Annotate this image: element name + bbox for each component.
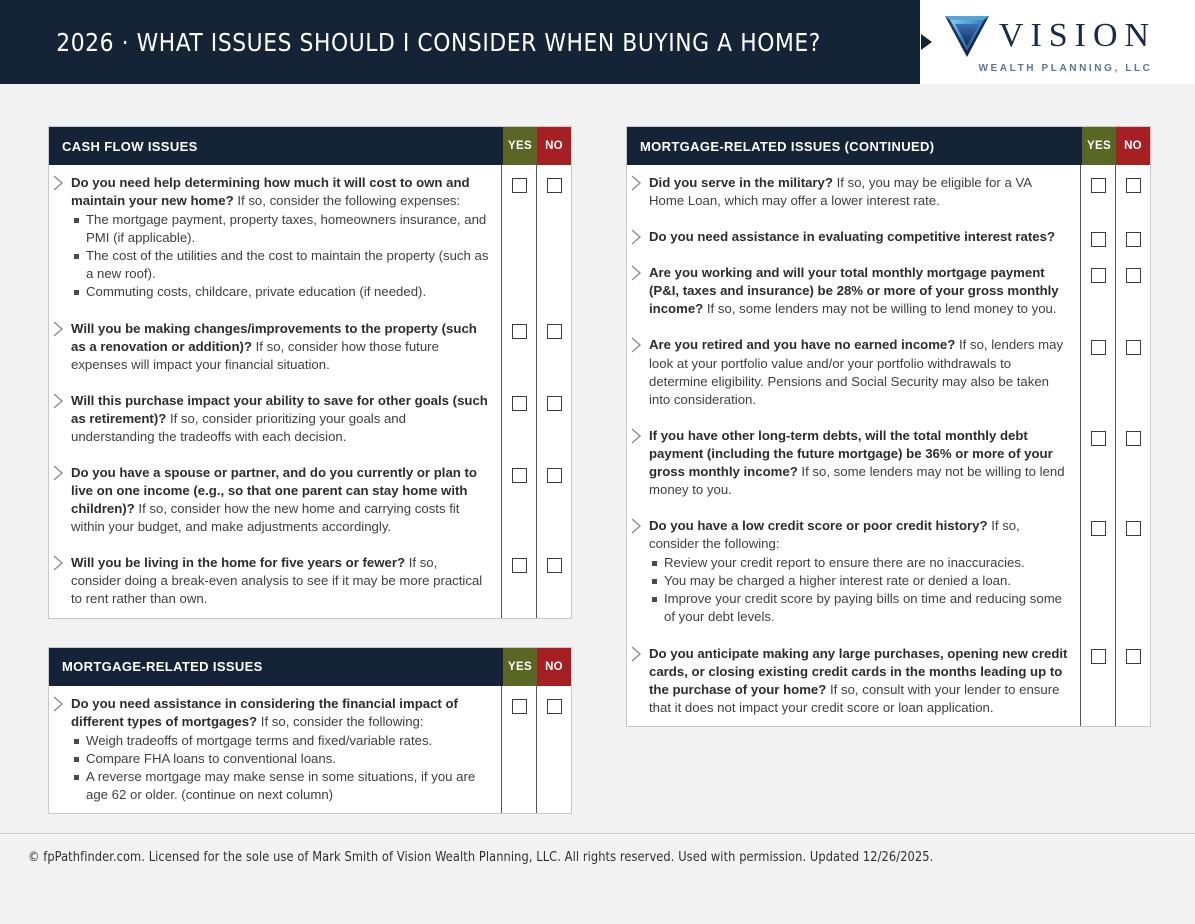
no-checkbox-cell[interactable]	[537, 686, 571, 813]
list-item: Weigh tradeoffs of mortgage terms and fixed/variable rates.	[86, 732, 489, 750]
list-item: Improve your credit score by paying bills on time and reducing some of your debt levels.	[664, 590, 1068, 626]
no-checkbox-cell[interactable]	[537, 165, 571, 311]
question-lead: Do you have a low credit score or poor credit history?	[649, 518, 988, 534]
yes-checkbox-cell[interactable]	[1081, 327, 1115, 417]
yes-checkbox[interactable]	[512, 324, 527, 339]
block-header	[49, 648, 571, 686]
no-checkbox[interactable]	[547, 178, 562, 193]
no-checkbox-column	[537, 686, 571, 813]
table-row	[49, 165, 501, 311]
list-item: The mortgage payment, property taxes, homeowners insurance, and PMI (if applicable).	[86, 211, 489, 247]
question-text	[49, 545, 501, 617]
no-checkbox[interactable]	[1126, 649, 1141, 664]
yes-checkbox[interactable]	[512, 178, 527, 193]
table-row	[627, 255, 1080, 327]
question-body: If so, consider the following:	[649, 518, 1020, 552]
no-checkbox[interactable]	[547, 558, 562, 573]
no-checkbox[interactable]	[1126, 178, 1141, 193]
question-body: If so, some lenders may not be willing to lend money to you.	[703, 301, 1057, 317]
no-checkbox[interactable]	[547, 396, 562, 411]
column-header-no: NO	[537, 648, 571, 686]
yes-checkbox-cell[interactable]	[1081, 255, 1115, 327]
block-header	[49, 127, 571, 165]
question-text	[49, 165, 501, 311]
no-checkbox-cell[interactable]	[1116, 255, 1150, 327]
list-item: Commuting costs, childcare, private education (if needed).	[86, 283, 489, 301]
question-body: If so, consider how those future expenses will impact your financial situation.	[71, 338, 439, 372]
chevron-right-icon	[53, 465, 65, 481]
yes-checkbox-cell[interactable]	[502, 686, 536, 813]
chevron-right-icon	[53, 696, 65, 712]
question-text	[49, 311, 501, 383]
sub-bullet-list	[649, 554, 1068, 626]
yes-checkbox-cell[interactable]	[1081, 508, 1115, 635]
no-checkbox[interactable]	[1126, 521, 1141, 536]
no-checkbox-cell[interactable]	[1116, 508, 1150, 635]
question-text	[627, 636, 1080, 726]
block-title: MORTGAGE-RELATED ISSUES (CONTINUED)	[640, 138, 935, 154]
no-checkbox-column	[537, 165, 571, 618]
yes-checkbox[interactable]	[512, 396, 527, 411]
column-header-yes: YES	[503, 648, 537, 686]
question-lead: Do you anticipate making any large purchases, opening new credit cards, or closing existing credit cards in the months leading up to the purchase of your home?	[649, 645, 1068, 697]
page-title: 2026 · WHAT ISSUES SHOULD I CONSIDER WHEN BUYING A HOME?	[56, 27, 821, 57]
chevron-right-icon	[53, 175, 65, 191]
column-header-no: NO	[1116, 127, 1150, 165]
right-column	[626, 126, 1151, 755]
no-checkbox-cell[interactable]	[537, 383, 571, 455]
list-item: The cost of the utilities and the cost to maintain the property (such as a new roof).	[86, 247, 489, 283]
yes-checkbox[interactable]	[1091, 521, 1106, 536]
table-row	[49, 686, 501, 813]
chevron-right-icon	[631, 265, 643, 281]
chevron-right-icon	[631, 518, 643, 534]
yes-checkbox-cell[interactable]	[1081, 219, 1115, 255]
table-row	[627, 418, 1080, 508]
question-text	[627, 219, 1067, 255]
no-checkbox-cell[interactable]	[537, 545, 571, 617]
yes-checkbox[interactable]	[1091, 340, 1106, 355]
table-row	[49, 545, 501, 617]
no-checkbox[interactable]	[1126, 268, 1141, 283]
question-body: If so, consider doing a break-even analysis to see if it may be more practical to rent rather than own.	[71, 555, 483, 607]
chevron-right-icon	[53, 321, 65, 337]
page-header	[0, 0, 1195, 84]
column-header-yes: YES	[1082, 127, 1116, 165]
question-body: If so, consider the following expenses:	[233, 193, 461, 209]
table-row	[627, 327, 1080, 417]
left-column	[48, 126, 572, 842]
question-text	[627, 255, 1080, 327]
table-row	[627, 219, 1080, 255]
no-checkbox-cell[interactable]	[1116, 418, 1150, 508]
yes-checkbox[interactable]	[1091, 649, 1106, 664]
logo-tagline: WEALTH PLANNING, LLC	[978, 62, 1153, 74]
list-item: Compare FHA loans to conventional loans.	[86, 750, 489, 768]
question-text	[627, 508, 1080, 635]
block-body	[627, 165, 1150, 726]
yes-checkbox-column	[502, 165, 537, 618]
chevron-right-icon	[631, 646, 643, 662]
checklist-sheet	[0, 84, 1195, 879]
chevron-right-icon	[631, 175, 643, 191]
question-lead: Do you need help determining how much it will cost to own and maintain your new home?	[71, 175, 470, 209]
yes-checkbox-cell[interactable]	[1081, 636, 1115, 726]
question-lead: Will this purchase impact your ability to save for other goals (such as retirement)?	[71, 392, 488, 426]
question-lead: Are you retired and you have no earned income?	[649, 337, 956, 353]
question-text	[627, 165, 1080, 219]
chevron-right-icon	[53, 393, 65, 409]
no-checkbox[interactable]	[547, 468, 562, 483]
chevron-right-icon	[53, 555, 65, 571]
table-row	[627, 636, 1080, 726]
chevron-right-icon	[631, 337, 643, 353]
sub-bullet-list	[71, 211, 489, 301]
question-lead: Are you working and will your total monthly mortgage payment (P&I, taxes and insurance) be 28% or more of your gross monthly income?	[649, 265, 1059, 317]
question-body: If so, consult with your lender to ensure that it does not impact your credit score or loan application.	[649, 681, 1060, 715]
yes-checkbox-column	[502, 686, 537, 813]
table-row	[627, 165, 1080, 219]
logo-wordmark: VISION	[998, 16, 1157, 54]
no-checkbox[interactable]	[547, 324, 562, 339]
column-header-no: NO	[537, 127, 571, 165]
yes-checkbox-cell[interactable]	[502, 311, 536, 383]
logo	[941, 11, 1156, 74]
triangle-v-icon	[941, 11, 993, 61]
list-item: A reverse mortgage may make sense in some situations, if you are age 62 or older. (continue on next column)	[86, 768, 489, 804]
yes-checkbox[interactable]	[512, 558, 527, 573]
question-text	[627, 327, 1080, 417]
table-row	[49, 383, 501, 455]
no-checkbox-cell[interactable]	[537, 455, 571, 545]
block-body	[49, 165, 571, 618]
yes-checkbox-cell[interactable]	[502, 383, 536, 455]
no-checkbox[interactable]	[1126, 340, 1141, 355]
checklist-block-mortgage-related-issues	[48, 647, 572, 814]
question-lead: Will you be making changes/improvements to the property (such as a renovation or addition)?	[71, 320, 477, 354]
question-lead: Will you be living in the home for five years or fewer?	[71, 555, 406, 571]
header-arrow-icon	[921, 34, 932, 50]
no-checkbox-cell[interactable]	[1116, 636, 1150, 726]
question-body: If so, lenders may look at your portfolio value and/or your portfolio withdrawals to determine eligibility. Pensions and Social Security may also be taken into consideration.	[649, 337, 1064, 407]
no-checkbox[interactable]	[1126, 232, 1141, 247]
question-rows	[49, 165, 502, 618]
footer-divider	[0, 833, 1195, 834]
yes-checkbox[interactable]	[1091, 268, 1106, 283]
question-text	[49, 455, 501, 545]
yes-checkbox-cell[interactable]	[502, 545, 536, 617]
list-item: You may be charged a higher interest rate or denied a loan.	[664, 572, 1068, 590]
question-lead: If you have other long-term debts, will the total monthly debt payment (including the future mortgage) be 36% or more of your gross monthly income?	[649, 427, 1053, 479]
table-row	[49, 311, 501, 383]
yes-checkbox[interactable]	[1091, 232, 1106, 247]
yes-checkbox-cell[interactable]	[502, 455, 536, 545]
question-body: If so, you may be eligible for a VA Home Loan, which may offer a lower interest rate.	[649, 175, 1032, 209]
question-text	[49, 686, 501, 813]
brand-logo-zone	[920, 0, 1195, 84]
sub-bullet-list	[71, 732, 489, 804]
table-row	[627, 508, 1080, 635]
yes-checkbox[interactable]	[512, 468, 527, 483]
question-lead: Do you have a spouse or partner, and do you currently or plan to live on one income (e.g., so that one parent can stay home with children)?	[71, 465, 477, 517]
yes-checkbox[interactable]	[1091, 178, 1106, 193]
yes-checkbox[interactable]	[1091, 431, 1106, 446]
question-rows	[627, 165, 1081, 726]
question-rows	[49, 686, 502, 813]
chevron-right-icon	[631, 428, 643, 444]
question-body: If so, consider the following:	[257, 713, 424, 729]
block-title: MORTGAGE-RELATED ISSUES	[62, 659, 263, 675]
no-checkbox-cell[interactable]	[1116, 327, 1150, 417]
question-lead: Did you serve in the military?	[649, 175, 833, 190]
yes-checkbox-column	[1081, 165, 1116, 726]
no-checkbox-cell[interactable]	[1116, 165, 1150, 219]
chevron-right-icon	[631, 229, 643, 245]
yes-checkbox[interactable]	[512, 699, 527, 714]
question-lead: Do you need assistance in considering the financial impact of different types of mortgages?	[71, 695, 458, 729]
checklist-block-cash-flow-issues	[48, 126, 572, 619]
yes-checkbox-cell[interactable]	[1081, 165, 1115, 219]
column-header-yes: YES	[503, 127, 537, 165]
table-row	[49, 455, 501, 545]
question-body: If so, some lenders may not be willing to lend money to you.	[649, 463, 1065, 498]
header-title-bar	[0, 0, 920, 84]
block-title: CASH FLOW ISSUES	[62, 138, 198, 154]
question-body: If so, consider prioritizing your goals and understanding the tradeoffs with each decision.	[71, 410, 406, 444]
no-checkbox-column	[1116, 165, 1150, 726]
question-lead: Do you need assistance in evaluating competitive interest rates?	[649, 229, 1056, 245]
footer-text: © fpPathfinder.com. Licensed for the sole use of Mark Smith of Vision Wealth Planning, LLC. All rights reserved. Used with permission. Updated 12/26/2025.	[28, 849, 934, 865]
block-header	[627, 127, 1150, 165]
block-body	[49, 686, 571, 813]
no-checkbox-cell[interactable]	[1116, 219, 1150, 255]
question-text	[627, 418, 1080, 508]
yes-checkbox-cell[interactable]	[1081, 418, 1115, 508]
list-item: Review your credit report to ensure there are no inaccuracies.	[664, 554, 1068, 572]
checklist-block-mortgage-related-issues-continued	[626, 126, 1151, 727]
yes-checkbox-cell[interactable]	[502, 165, 536, 311]
no-checkbox[interactable]	[1126, 431, 1141, 446]
checklist-columns	[0, 84, 1195, 842]
question-body: If so, consider how the new home and carrying costs fit within your budget, and make adjustments accordingly.	[71, 501, 460, 535]
question-text	[49, 383, 501, 455]
no-checkbox[interactable]	[547, 699, 562, 714]
no-checkbox-cell[interactable]	[537, 311, 571, 383]
